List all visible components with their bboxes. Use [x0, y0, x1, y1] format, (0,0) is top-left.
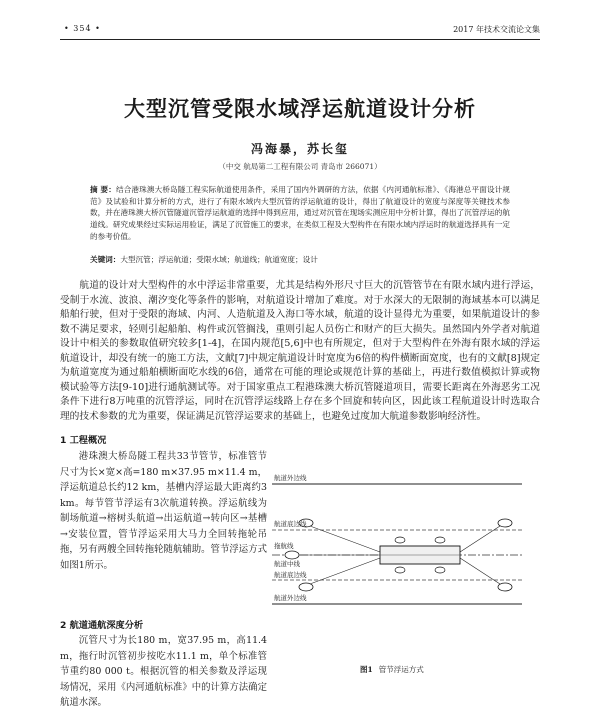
label-centerline: 航道中线 [274, 560, 300, 568]
escort-tug-lower-right [435, 567, 445, 573]
running-header [60, 24, 540, 38]
paper-title: 大型沉管受限水域浮运航道设计分析 [124, 96, 476, 121]
intro-paragraph: 航道的设计对大型构件的水中浮运非常重要，尤其是结构外形尺寸巨大的沉管管节在有限水域内进行浮运，受制于水流、波浪、潮汐变化等条件的影响，对航道设计增加了难度。对于水深大的无限制的海域基本可以满足船舶行驶，但对于受限的海域、内河、人造航道及入海口等水域，航道的设计显得尤为重要，如果航道设计的参数不满足要求，轻则引起船舶、构件或沉管搁浅，重则引起人员伤亡和财产的巨大损失。虽然国内外学者对航道设计中相关的参数取值研究较多[1-4]，在国内规范[5,6]中也有所规定，但对于大型构件在外海有限水域的浮运航道设计，却没有统一的施工方法，文献[7]中规定航道设计时宽度为6倍的构件横断面宽度，也有的文献[8]规定为航道宽度为通过船舶横断面吃水线的6倍，通常在可能的理论或规范计算的基础上，再进行数值模拟计算或物模试验等方法[9-10]进行通航测试等。对于国家重点工程港珠澳大桥沉管隧道项目，需要长距离在外海恶劣工况条件下进行8万吨重的沉管浮运，同时在沉管浮运线路上存在多个回旋和转向区，因此该工程航道设计时选取合理的技术参数的尤为重要，保证满足沉管浮运要求的基础上，也避免过度加大航道参数影响经济性。 [60, 280, 540, 422]
tug-boat-rear-lower [498, 583, 512, 591]
abstract-text: 结合港珠澳大桥岛隧工程实际航道使用条件，采用了国内外调研的方法，依据《内河通航标准》、《海港总平面设计规范》及试验和计算分析的方式，进行了有限水域内大型沉管的浮运航道的设计，得出了航道设计的宽度与深度等关键技术参数，并在港珠澳大桥沉管隧道沉管浮运航道的选择中得到应用，通过对沉管在现场实测应用中分析计算，得出了沉管浮运的航道线。研究成果经过实际运用验证，满足了沉管施工的要求，在类似工程及大型构件在有限水域内浮运时的航道选择具有一定的参考价值。 [90, 185, 510, 241]
section-2-heading: 2 航道通航深度分析 [60, 620, 144, 631]
figure-1 [260, 466, 540, 662]
section-1-heading: 1 工程概况 [60, 435, 107, 446]
escort-tug-upper-right [435, 537, 445, 543]
section-1-text: 港珠澳大桥岛隧工程共33节管节，标准管节尺寸为长×宽×高=180 m×37.95 m×11.4 m，浮运航道总长约12 km，基槽内浮运最大距离约3 km。每节管节浮运有3次航道转换。浮运航线为制场航道→榕树头航道→出运航道→转向区→基槽→安装位置，管节浮运采用大马力全回转拖轮吊拖，另有两艘全回转拖轮随航辅助。管节浮运方式如图1所示。 [60, 451, 267, 571]
journal-name: 2017 年技术交流论文集 [453, 25, 540, 34]
label-bottom-edge: 航道外边线 [274, 594, 307, 602]
escort-tug-lower-left [395, 567, 405, 573]
page-number: • 354 • [64, 24, 101, 33]
label-tug-line: 拖航线 [274, 542, 294, 550]
tug-boat-front-lower [299, 583, 313, 591]
figure-1-caption-text: 管节浮运方式 [378, 665, 424, 674]
header-rule [60, 39, 540, 40]
figure-1-caption-label: 图1 [360, 665, 373, 674]
keywords-text: 大型沉管；浮运航道；受限水域；航道线；航道宽度；设计 [120, 255, 318, 264]
figure-1-caption [360, 664, 424, 675]
label-upper-bottom: 航道底边线 [274, 520, 307, 528]
abstract-label: 摘 要： [90, 185, 116, 194]
label-lower-bottom: 航道底边线 [274, 571, 307, 579]
abstract [90, 184, 510, 243]
paper-authors: 冯海暴，苏长玺 [250, 142, 349, 156]
tug-boat-front-main [285, 551, 299, 559]
figure-1-diagram [260, 466, 540, 662]
tug-boat-rear-upper [498, 519, 512, 527]
section-2-text: 沉管尺寸为长180 m，宽37.95 m，高11.4 m，拖行时沉管初步按吃水11.1 m，单个标准管节重约80 000 t。根据沉管的相关参数及浮运现场情况，采用《内河通航标准》中的计算方法确定航道水深。 [60, 635, 267, 708]
escort-tug-upper-left [395, 537, 405, 543]
keywords-label: 关键词： [90, 255, 121, 264]
keywords [90, 254, 510, 265]
author-affiliation: （中交 航局第二工程有限公司 青岛市 266071） [218, 162, 382, 171]
label-top-edge: 航道外边线 [274, 474, 307, 482]
